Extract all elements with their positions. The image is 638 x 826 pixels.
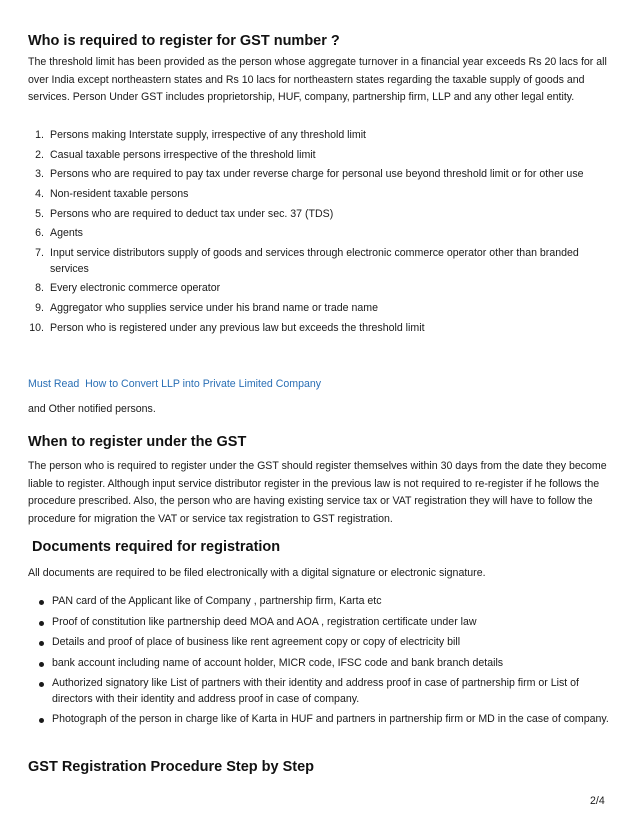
list-item <box>28 615 612 631</box>
list-item-text: Every electronic commerce operator <box>50 282 221 295</box>
list-item-text: Details and proof of place of business like rent agreement copy or copy of electricity bill <box>52 636 461 648</box>
bullet-icon <box>39 641 44 646</box>
list-item <box>28 301 610 317</box>
bullet-icon <box>39 718 44 723</box>
list-item <box>28 246 610 277</box>
list-item <box>28 321 610 337</box>
list-item-text: Persons making Interstate supply, irrespective of any threshold limit <box>50 129 366 141</box>
list-item-text: PAN card of the Applicant like of Company , partnership firm, Karta etc <box>52 595 382 607</box>
list-item-number: 3. <box>35 168 44 181</box>
list-item <box>28 594 612 610</box>
list-item-number: 2. <box>35 148 44 161</box>
list-item-text: bank account including name of account holder, MICR code, IFSC code and bank branch details <box>52 656 504 669</box>
list-item-text: Persons who are required to deduct tax under sec. 37 (TDS) <box>50 207 334 220</box>
list-item <box>28 148 610 164</box>
list-item <box>28 656 612 672</box>
bullet-icon <box>39 621 44 626</box>
list-item <box>28 207 610 223</box>
list-item <box>28 167 610 183</box>
other-notified-persons-text: and Other notified persons. <box>28 403 156 415</box>
list-item-text: Proof of constitution like partnership deed MOA and AOA , registration certificate under law <box>52 615 477 628</box>
documents-list <box>28 594 612 733</box>
bullet-icon <box>39 662 44 667</box>
list-item-text: Persons who are required to pay tax under reverse charge for personal use beyond threshold limit or for other use <box>50 168 584 181</box>
list-item-text: Photograph of the person in charge like of Karta in HUF and partners in partnership firm or MD in the case of company. <box>52 713 609 725</box>
list-item-text: Person who is registered under any previous law but exceeds the threshold limit <box>50 321 425 334</box>
list-item-text: Agents <box>50 227 83 240</box>
list-item-number: 1. <box>35 129 44 141</box>
list-item-number: 6. <box>35 227 44 240</box>
section-heading-documents: Documents required for registration <box>32 539 281 555</box>
section-heading-who-registers: Who is required to register for GST number ? <box>28 33 340 49</box>
list-item-number: 4. <box>35 188 44 201</box>
list-item-text: Input service distributors supply of goods and services through electronic commerce operator other than branded services <box>50 247 579 275</box>
list-item <box>28 712 612 728</box>
list-item <box>28 635 612 651</box>
list-item-number: 8. <box>35 282 44 295</box>
list-item <box>28 281 610 297</box>
must-read-label-link[interactable]: Must Read <box>28 378 80 390</box>
list-item <box>28 187 610 203</box>
list-item-text: Aggregator who supplies service under his brand name or trade name <box>50 302 379 314</box>
list-item-text: Non-resident taxable persons <box>50 188 189 201</box>
bullet-icon <box>39 600 44 605</box>
list-item-number: 10. <box>29 321 44 334</box>
threshold-intro-paragraph: The threshold limit has been provided as the person whose aggregate turnover in a financial year exceeds Rs 20 lacs for all over India except northeastern states and Rs 10 lacs for northeastern states regarding the taxable supply of goods and services. Person Under GST includes proprietorship, HUF, company, partnership firm, LLP and any other legal entity. <box>28 56 607 103</box>
page-number: 2/4 <box>590 795 605 807</box>
must-read-article-link[interactable]: How to Convert LLP into Private Limited Company <box>85 378 322 390</box>
list-item <box>28 226 610 242</box>
list-item-number: 5. <box>35 207 44 220</box>
documents-intro-text: All documents are required to be filed electronically with a digital signature or electronic signature. <box>28 567 486 579</box>
section-heading-registration-procedure: GST Registration Procedure Step by Step <box>28 759 315 775</box>
section-heading-when-to-register: When to register under the GST <box>28 434 247 450</box>
list-item <box>28 128 610 144</box>
list-item-text: Authorized signatory like List of partners with their identity and address proof in case of partnership firm or List of directors with their identity and address proof in case of company. <box>52 677 580 705</box>
list-item <box>28 676 612 707</box>
must-read-line <box>28 376 321 392</box>
bullet-icon <box>39 682 44 687</box>
list-item-number: 9. <box>35 302 44 314</box>
list-item-text: Casual taxable persons irrespective of the threshold limit <box>50 148 316 161</box>
registration-list <box>28 128 610 340</box>
when-to-register-paragraph: The person who is required to register under the GST should register themselves within 30 days from the date they become liable to register. Although input service distributor register in the previous law is not required to re-register if he follows the procedure prescribed. Also, the person who are having existing service tax or VAT registration they will have to follow the procedure for migration the VAT or service tax registration to GST registration. <box>28 460 607 525</box>
list-item-number: 7. <box>35 247 44 260</box>
